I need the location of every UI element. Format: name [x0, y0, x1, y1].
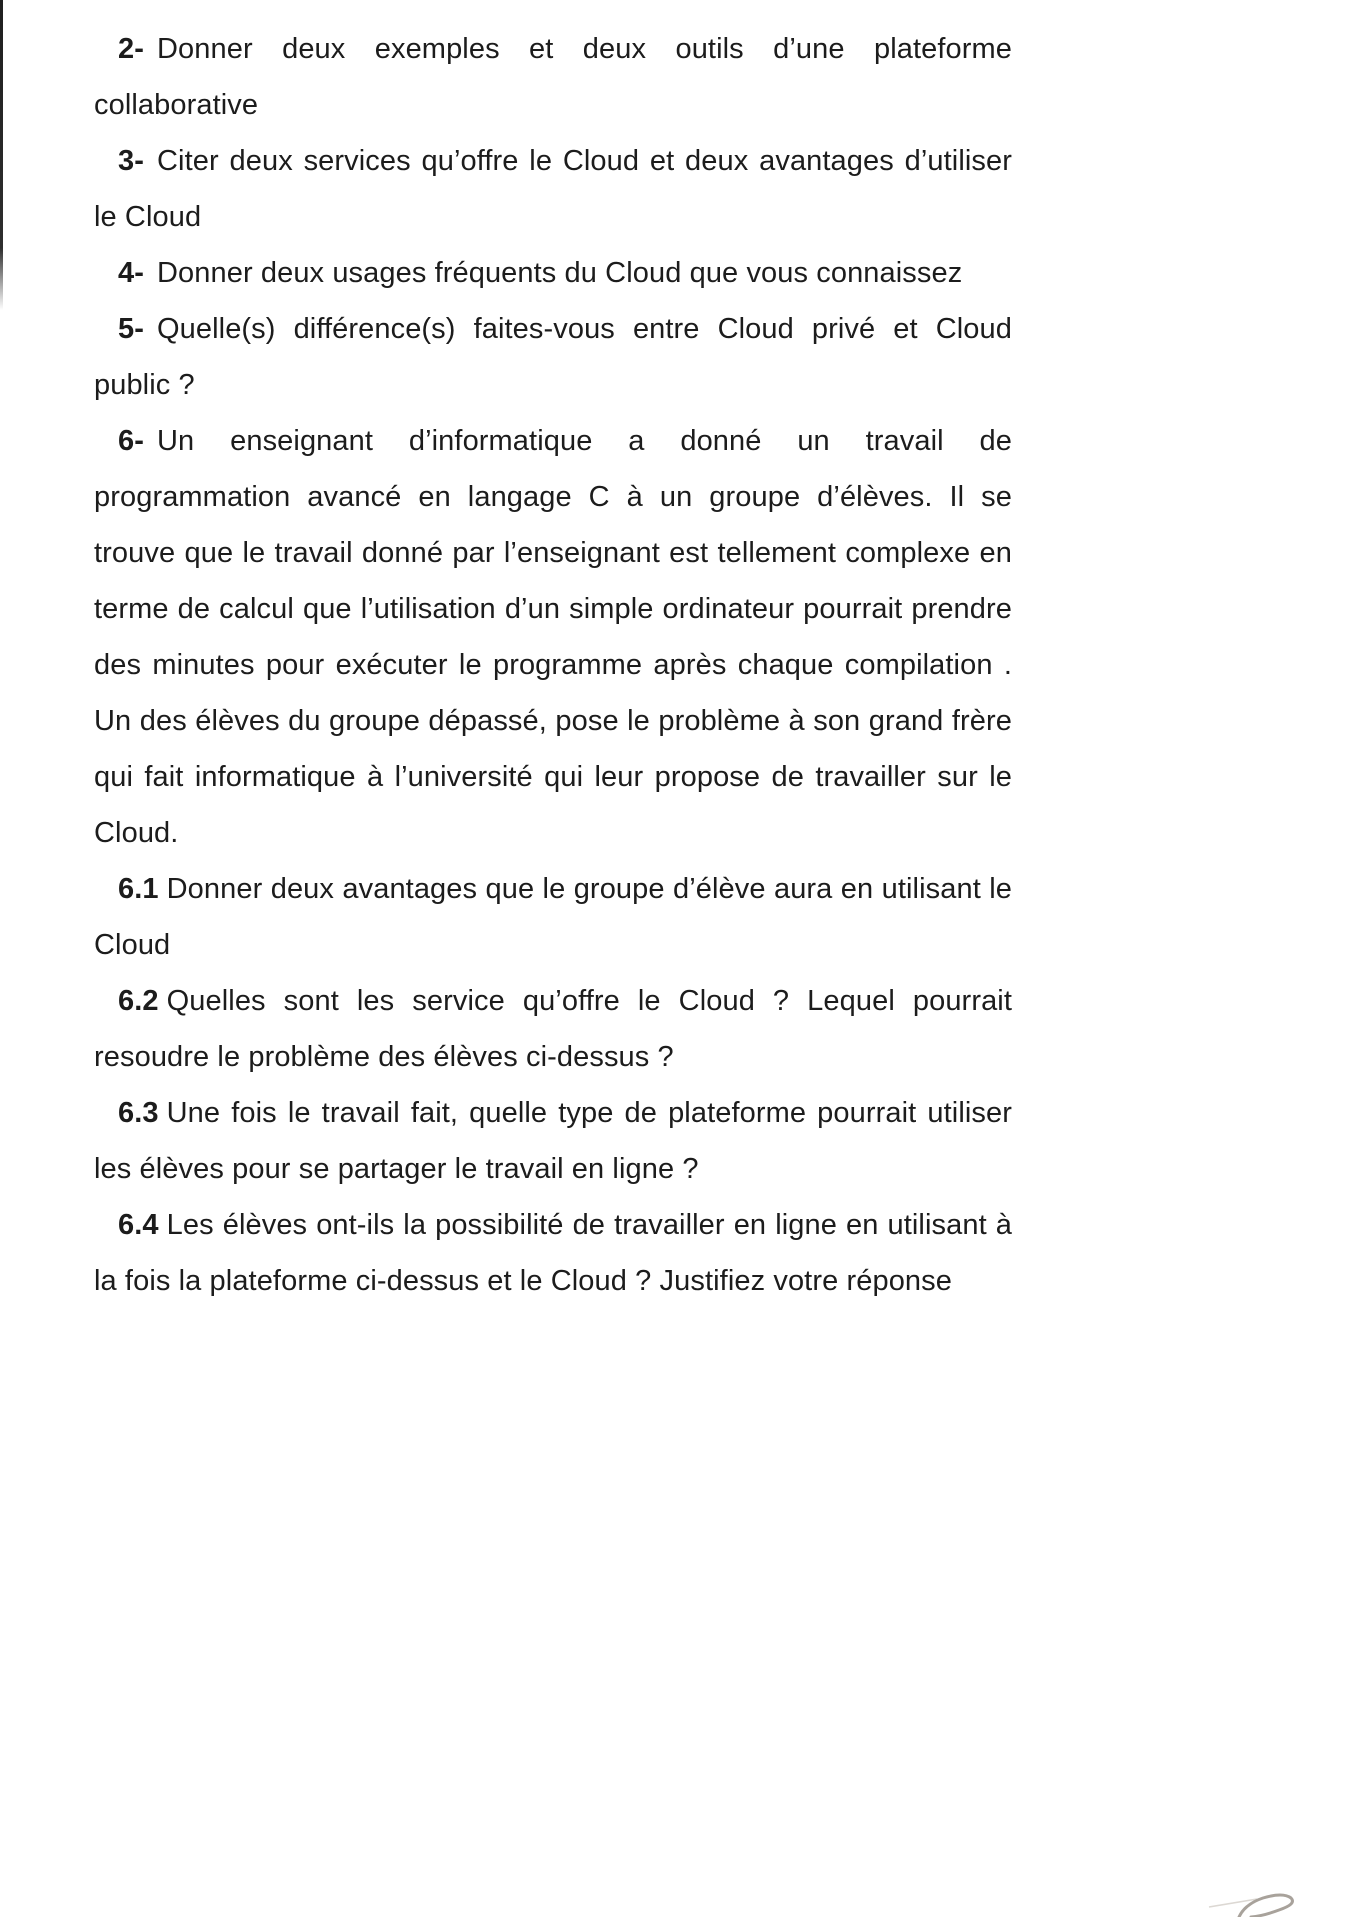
question-paragraph: [94, 245, 1012, 301]
question-number: 5-: [118, 313, 144, 345]
question-text: Une fois le travail fait, quelle type de plateforme pourrait utiliser les élèves pour se partager le travail en ligne ?: [94, 1097, 1012, 1185]
question-text: Les élèves ont-ils la possibilité de travailler en ligne en utilisant à la fois la plateforme ci-dessus et le Cloud ? Justifiez votre réponse: [94, 1209, 1012, 1297]
question-number: 6.3: [118, 1097, 159, 1129]
question-text: Quelles sont les service qu’offre le Cloud ? Lequel pourrait resoudre le problème des élèves ci-dessus ?: [94, 985, 1012, 1073]
question-number: 6.4: [118, 1209, 159, 1241]
document-body: [94, 21, 1012, 1309]
question-text: Citer deux services qu’offre le Cloud et deux avantages d’utiliser le Cloud: [94, 145, 1012, 233]
question-number: 6.2: [118, 985, 159, 1017]
question-paragraph: [94, 413, 1012, 861]
question-text: Un enseignant d’informatique a donné un travail de programmation avancé en langage C à un groupe d’élèves. Il se trouve que le travail donné par l’enseignant est tellement complexe en terme de calcul que l’utilisation d’un simple ordinateur pourrait prendre des minutes pour exécuter le programme après chaque compilation . Un des élèves du groupe dépassé, pose le problème à son grand frère qui fait informatique à l’université qui leur propose de travailler sur le Cloud.: [94, 425, 1012, 849]
question-text: Donner deux avantages que le groupe d’élève aura en utilisant le Cloud: [94, 873, 1012, 961]
question-number: 6.1: [118, 873, 159, 905]
question-text: Donner deux exemples et deux outils d’une plateforme collaborative: [94, 33, 1012, 121]
question-number: 3-: [118, 145, 144, 177]
question-paragraph: [94, 21, 1012, 133]
question-number: 6-: [118, 425, 144, 457]
question-paragraph: [94, 133, 1012, 245]
signature-squiggle: [1205, 1890, 1320, 1917]
question-number: 4-: [118, 257, 144, 289]
scan-edge-artifact: [0, 0, 3, 310]
question-paragraph: [94, 973, 1012, 1085]
question-paragraph: [94, 861, 1012, 973]
question-text: Quelle(s) différence(s) faites-vous entre Cloud privé et Cloud public ?: [94, 313, 1012, 401]
question-paragraph: [94, 1085, 1012, 1197]
question-text: Donner deux usages fréquents du Cloud que vous connaissez: [157, 257, 963, 289]
question-paragraph: [94, 301, 1012, 413]
question-number: 2-: [118, 33, 144, 65]
question-paragraph: [94, 1197, 1012, 1309]
